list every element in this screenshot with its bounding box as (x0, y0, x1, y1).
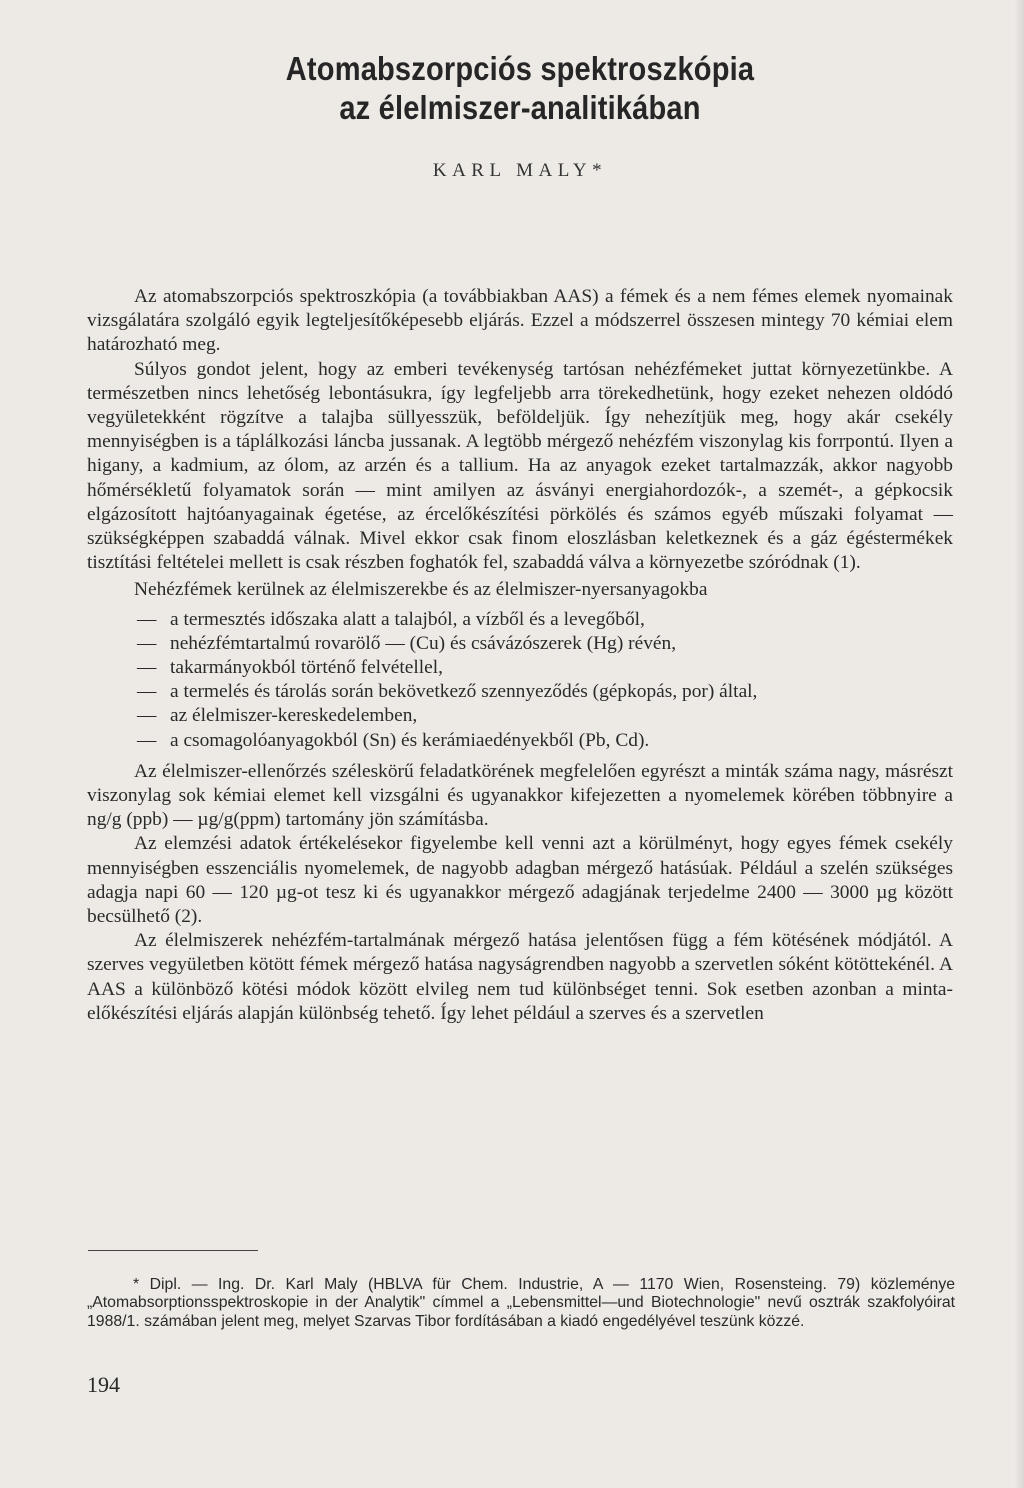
article-body (87, 285, 953, 1026)
paragraph: Súlyos gondot jelent, hogy az emberi tevékenység tartósan nehézfémeket juttat környezetünkbe. A természetben nincs lehetőség lebontásukra, így legfeljebb arra törekedhetünk, hogy ezeket nehezen oldódó vegyületekként rögzítve a talajba süllyesszük, beföldeljük. Így nehezítjük meg, hogy akár csekély mennyiségben is a táplálkozási láncba jussanak. A legtöbb mérgező nehézfém viszonylag kis forrpontú. Ilyen a higany, a kadmium, az ólom, az arzén és a tallium. Ha az anyagok ezeket tartalmazzák, akkor nagyobb hőmérsékletű folyamatok során — mint amilyen az ásványi energiahordozók-, a szemét-, a gépkocsik elgázosított hajtóanyagainak égetése, az ércelőkészítési pörkölés és számos egyéb műszaki folyamat — szükségképpen szabaddá válnak. Mivel ekkor csak finom eloszlásban keletkeznek és a gáz égéstermékek tisztítási feltételei mellett is csak részben foghatók fel, szabaddá válva a környezetbe szóródnak (1). (87, 358, 953, 574)
list-item-text: a termelés és tárolás során bekövetkező szennyeződés (gépkopás, por) által, (170, 681, 758, 703)
list-dash: — (137, 632, 157, 654)
list-dash: — (137, 681, 157, 703)
list-dash: — (137, 729, 157, 751)
article-title-line-2: az élelmiszer-analitikában (339, 89, 701, 126)
list-item-text: a termesztés időszaka alatt a talajból, a vízből és a levegőből, (170, 608, 645, 630)
author-name: KARL MALY* (432, 160, 608, 181)
paragraph: Az elemzési adatok értékelésekor figyelembe kell venni azt a körülményt, hogy egyes fémek csekély mennyiségben esszenciális nyomelemek, de nagyobb adagban mérgező hatásúak. Például a szelén szükséges adagja napi 60 — 120 µg-ot tesz ki és ugyanakkor mérgező adagjának terjedelme 2400 — 3000 µg között becsülhető (2). (87, 833, 953, 928)
paragraph: Az élelmiszer-ellenőrzés széleskörű feladatkörének megfelelően egyrészt a minták száma nagy, másrészt viszonylag sok kémiai elemet kell vizsgálni és ugyanakkor kifejezetten a nyomelemek körében többnyire a ng/g (ppb) — µg/g(ppm) tartomány jön számításba. (87, 760, 953, 831)
list-item-text: az élelmiszer-kereskedelemben, (170, 705, 418, 727)
list-dash: — (137, 705, 157, 727)
paragraph: Az élelmiszerek nehézfém-tartalmának mérgező hatása jelentősen függ a fém kötésének módjától. A szerves vegyületben kötött fémek mérgező hatása nagyságrendben nagyobb a szervetlen sóként kötöttekénél. A AAS a különböző kötési módok között elvileg nem tud különbséget tenni. Sok esetben azonban a minta-előkészítési eljárás alapján különbség tehető. Így lehet például a szerves és a szervetlen (87, 930, 953, 1024)
list-item-text: a csomagolóanyagokból (Sn) és kerámiaedényekből (Pb, Cd). (170, 729, 650, 751)
footnote-divider (88, 1250, 258, 1251)
page-edge-shadow (1014, 0, 1024, 1488)
list-item (87, 729, 953, 753)
paragraph: Az atomabszorpciós spektroszkópia (a továbbiakban AAS) a fémek és a nem fémes elemek nyomainak vizsgálatára szolgáló egyik legteljesítőképesebb eljárás. Ezzel a módszerrel összesen mintegy 70 kémiai elem határozható meg. (87, 286, 953, 356)
list-item (87, 656, 953, 680)
page-number: 194 (87, 1372, 120, 1397)
footnote: * Dipl. — Ing. Dr. Karl Maly (HBLVA für Chem. Industrie, A — 1170 Wien, Rosensteing. 79) közleménye „Atomabsorptionsspektroskopie in der Analytik" címmel a „Lebensmittel—und Biotechnologie" nevű osztrák szakfolyóirat 1988/1. számában jelent meg, melyet Szarvas Tibor fordításában a kiadó engedélyével teszünk közzé. (87, 1276, 955, 1330)
list-dash: — (137, 657, 157, 679)
list-dash: — (137, 608, 157, 630)
list-item (87, 680, 953, 704)
list-intro: Nehézfémek kerülnek az élelmiszerekbe és az élelmiszer-nyersanyagokba (134, 579, 708, 601)
list-item-text: takarmányokból történő felvétellel, (170, 657, 443, 679)
article-title-line-1: Atomabszorpciós spektroszkópia (285, 50, 755, 87)
list-item (87, 608, 953, 632)
source-list (87, 608, 953, 753)
list-item (87, 632, 953, 656)
list-item (87, 704, 953, 728)
list-item-text: nehézfémtartalmú rovarölő — (Cu) és csávázószerek (Hg) révén, (170, 632, 677, 654)
